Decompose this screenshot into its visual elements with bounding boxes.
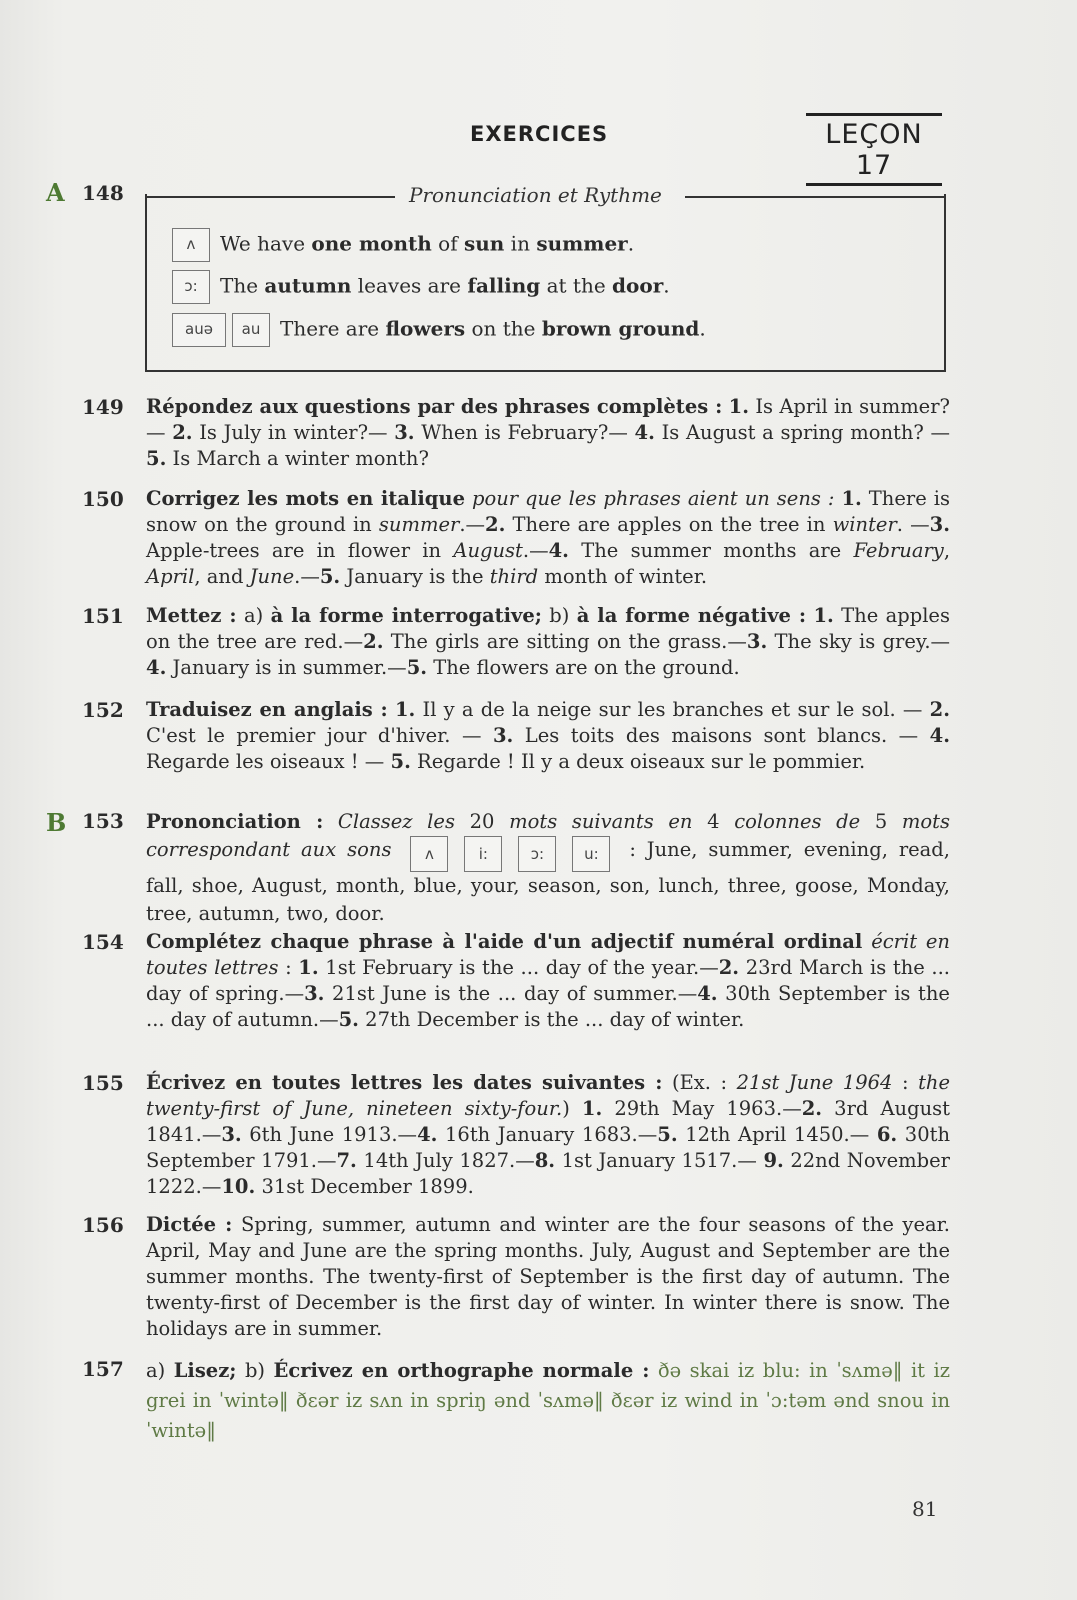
exercise-154 — [82, 929, 950, 1033]
phonetic-symbol: au — [232, 313, 270, 347]
exercise-number: 149 — [82, 395, 124, 419]
exercise-155 — [82, 1070, 950, 1200]
exercise-153 — [82, 808, 950, 928]
exercise-text: Prononciation : Classez les 20 mots suivants en 4 colonnes de 5 mots correspondant aux sons ʌ i: ɔ: u: : June, summer, evening, read, fall, shoe, August, month, blue, your, season, son, lunch, three, goose, Monday, tree, autumn, two, door. — [146, 810, 950, 925]
box-title-text: Pronunciation et Rythme — [409, 183, 662, 207]
exercise-157 — [82, 1356, 950, 1446]
exercise-text: Complétez chaque phrase à l'aide d'un adjectif numéral ordinal écrit en toutes lettres : 1. 1st February is the ... day of the year.—2. 23rd March is the ... day of spring.—3. 21st June is the ... day of summer.—4. 30th September is the ... day of autumn.—5. 27th December is the ... day of winter. — [146, 930, 951, 1031]
exercise-text: Écrivez en toutes lettres les dates suivantes : (Ex. : 21st June 1964 : the twenty-first of June, nineteen sixty-four.) 1. 29th May 1963.—2. 3rd August 1841.—3. 6th June 1913.—4. 16th January 1683.—5. 12th April 1450.— 6. 30th September 1791.—7. 14th July 1827.—8. 1st January 1517.— 9. 22nd November 1222.—10. 31st December 1899. — [146, 1071, 951, 1198]
pron-row-3: auə au There are flowers on the brown ground. — [172, 313, 706, 347]
phonetic-symbol: i: — [464, 836, 502, 872]
phonetic-symbol: ʌ — [172, 228, 210, 262]
exercise-text: Mettez : a) à la forme interrogative; b) à la forme négative : 1. The apples on the tree are red.—2. The girls are sitting on the grass.—3. The sky is grey.—4. January is in summer.—5. The flowers are on the ground. — [146, 604, 951, 679]
exercise-text: a) Lisez; b) Écrivez en orthographe normale : ðə skai iz blu: in ˈsʌmə‖ it iz grei in ˈwintə‖ ðɛər iz sʌn in spriŋ ənd ˈsʌmə‖ ðɛər iz wind in ˈɔ:təm ənd snou in ˈwintə‖ — [146, 1359, 950, 1442]
exercise-number: 148 — [82, 181, 124, 205]
phonetic-symbol: ɔ: — [518, 836, 556, 872]
exercise-number: 156 — [82, 1213, 124, 1237]
exercise-number: 154 — [82, 930, 124, 954]
section-a-letter: A — [46, 178, 65, 207]
exercise-number: 155 — [82, 1071, 124, 1095]
exercise-149 — [82, 394, 950, 472]
page-header-title: EXERCICES — [470, 122, 609, 146]
exercise-text: Dictée : Spring, summer, autumn and winter are the four seasons of the year. April, May and June are the spring months. July, August and September are the summer months. The twenty-first of September is the first day of autumn. The twenty-first of December is the first day of winter. In winter there is snow. The holidays are in summer. — [146, 1213, 950, 1340]
phonetic-symbol: ʌ — [410, 836, 448, 872]
phonetic-symbol: u: — [572, 836, 610, 872]
exercise-number: 151 — [82, 604, 124, 628]
lesson-label: LEÇON 17 — [806, 113, 942, 186]
exercise-text: Corrigez les mots en italique pour que les phrases aient un sens : 1. There is snow on the ground in summer.—2. There are apples on the tree in winter. —3. Apple-trees are in flower in August.—4. The summer months are February, April, and June.—5. January is the third month of winter. — [146, 487, 951, 588]
exercise-152 — [82, 697, 950, 775]
page-number: 81 — [912, 1497, 938, 1521]
exercise-number: 153 — [82, 809, 124, 833]
phonetic-transcription: ðə skai iz blu: in ˈsʌmə‖ it iz grei in ˈwintə‖ ðɛər iz sʌn in spriŋ ənd ˈsʌmə‖ ðɛər iz wind in ˈɔ:təm ənd snou in ˈwintə‖ — [146, 1359, 950, 1442]
exercise-number: 152 — [82, 698, 124, 722]
exercise-151 — [82, 603, 950, 681]
pron-row-1: ʌ We have one month of sun in summer. — [172, 228, 634, 262]
section-b-letter: B — [46, 808, 67, 837]
exercise-text: Répondez aux questions par des phrases complètes : 1. Is April in summer?— 2. Is July in winter?— 3. When is February?— 4. Is August a spring month? — 5. Is March a winter month? — [146, 395, 951, 470]
exercise-number: 157 — [82, 1357, 124, 1381]
exercise-156 — [82, 1212, 950, 1342]
pron-row-2: ɔ: The autumn leaves are falling at the door. — [172, 270, 670, 304]
exercise-text: Traduisez en anglais : 1. Il y a de la neige sur les branches et sur le sol. — 2. C'est le premier jour d'hiver. — 3. Les toits des maisons sont blancs. — 4. Regarde les oiseaux ! — 5. Regarde ! Il y a deux oiseaux sur le pommier. — [146, 698, 951, 773]
exercise-number: 150 — [82, 487, 124, 511]
phonetic-symbol: ɔ: — [172, 270, 210, 304]
exercise-150 — [82, 486, 950, 590]
phonetic-symbol: auə — [172, 313, 226, 347]
